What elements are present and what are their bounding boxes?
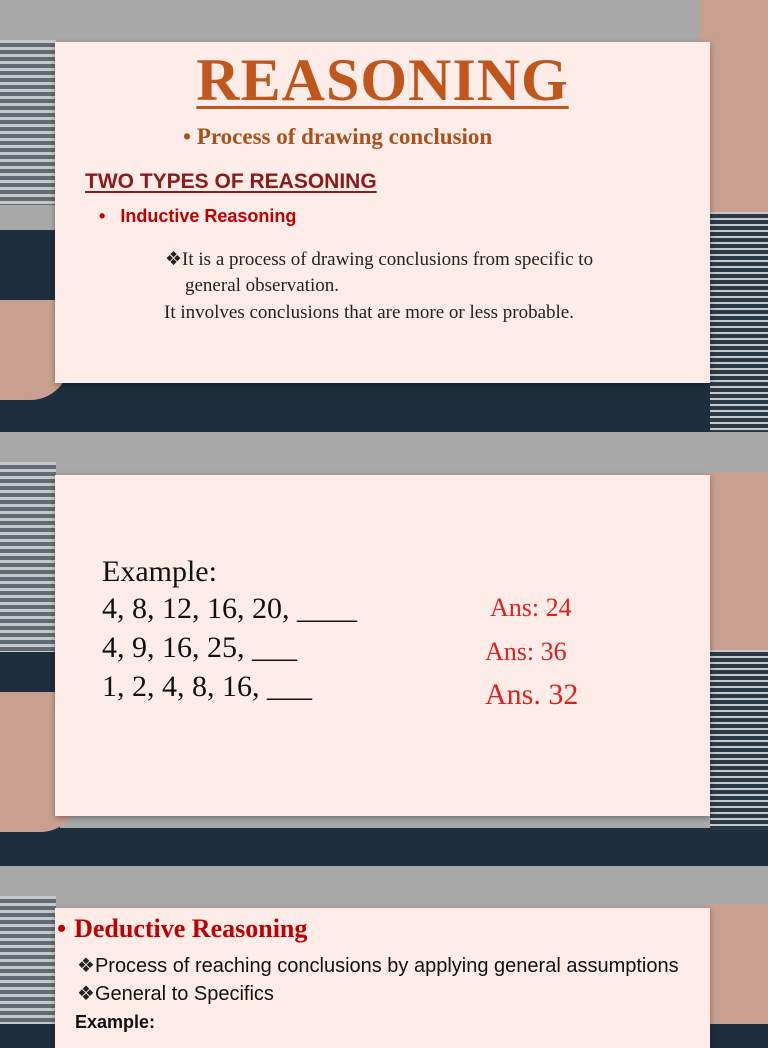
bullet-marker: • [57, 914, 67, 943]
definition-line-1: ❖It is a process of drawing conclusions from specific to [165, 249, 594, 270]
sequence-2: 4, 9, 16, 25, ___ [102, 631, 297, 664]
slide-title: REASONING [196, 47, 569, 113]
left-stripes [0, 462, 56, 652]
definition-line-3: It involves conclusions that are more or less probable. [164, 302, 574, 323]
answer-1: Ans: 24 [490, 593, 572, 622]
sequence-3: 1, 2, 4, 8, 16, ___ [102, 670, 312, 703]
bullet-marker: • [99, 206, 106, 226]
main-bullet [183, 124, 492, 150]
slide-3 [55, 908, 710, 1048]
section-subheading: TWO TYPES OF REASONING [85, 170, 377, 193]
deductive-line-2: ❖General to Specifics [77, 983, 274, 1005]
example-label: Example: [75, 1012, 156, 1032]
definition-line-2: general observation. [185, 275, 340, 296]
sub-bullet [99, 206, 296, 227]
diamond-bullet-icon: ❖ [77, 983, 95, 1005]
bullet-text: Process of drawing conclusion [196, 124, 493, 149]
answer-3: Ans. 32 [485, 678, 579, 711]
tan-shape-right [700, 0, 768, 212]
left-stripes [0, 40, 56, 205]
left-stripes [0, 896, 56, 1024]
right-stripes [710, 650, 768, 830]
deductive-heading: • Deductive Reasoning [57, 914, 308, 943]
sub-bullet-text: Inductive Reasoning [120, 206, 297, 226]
diamond-bullet-icon: ❖ [77, 955, 95, 977]
example-heading: Example: [102, 555, 217, 588]
deductive-line-1: ❖Process of reaching conclusions by applying general assumptions [77, 955, 679, 977]
answer-2: Ans: 36 [485, 637, 567, 666]
tan-shape-right [705, 472, 768, 650]
tan-shape-right [705, 904, 768, 1024]
navy-floor [0, 828, 768, 866]
slide-2 [55, 475, 710, 816]
bullet-marker: • [183, 124, 192, 149]
right-stripes [710, 212, 768, 432]
sequence-1: 4, 8, 12, 16, 20, ____ [102, 592, 357, 625]
slide-1 [55, 42, 710, 383]
diamond-bullet-icon: ❖ [165, 249, 183, 270]
